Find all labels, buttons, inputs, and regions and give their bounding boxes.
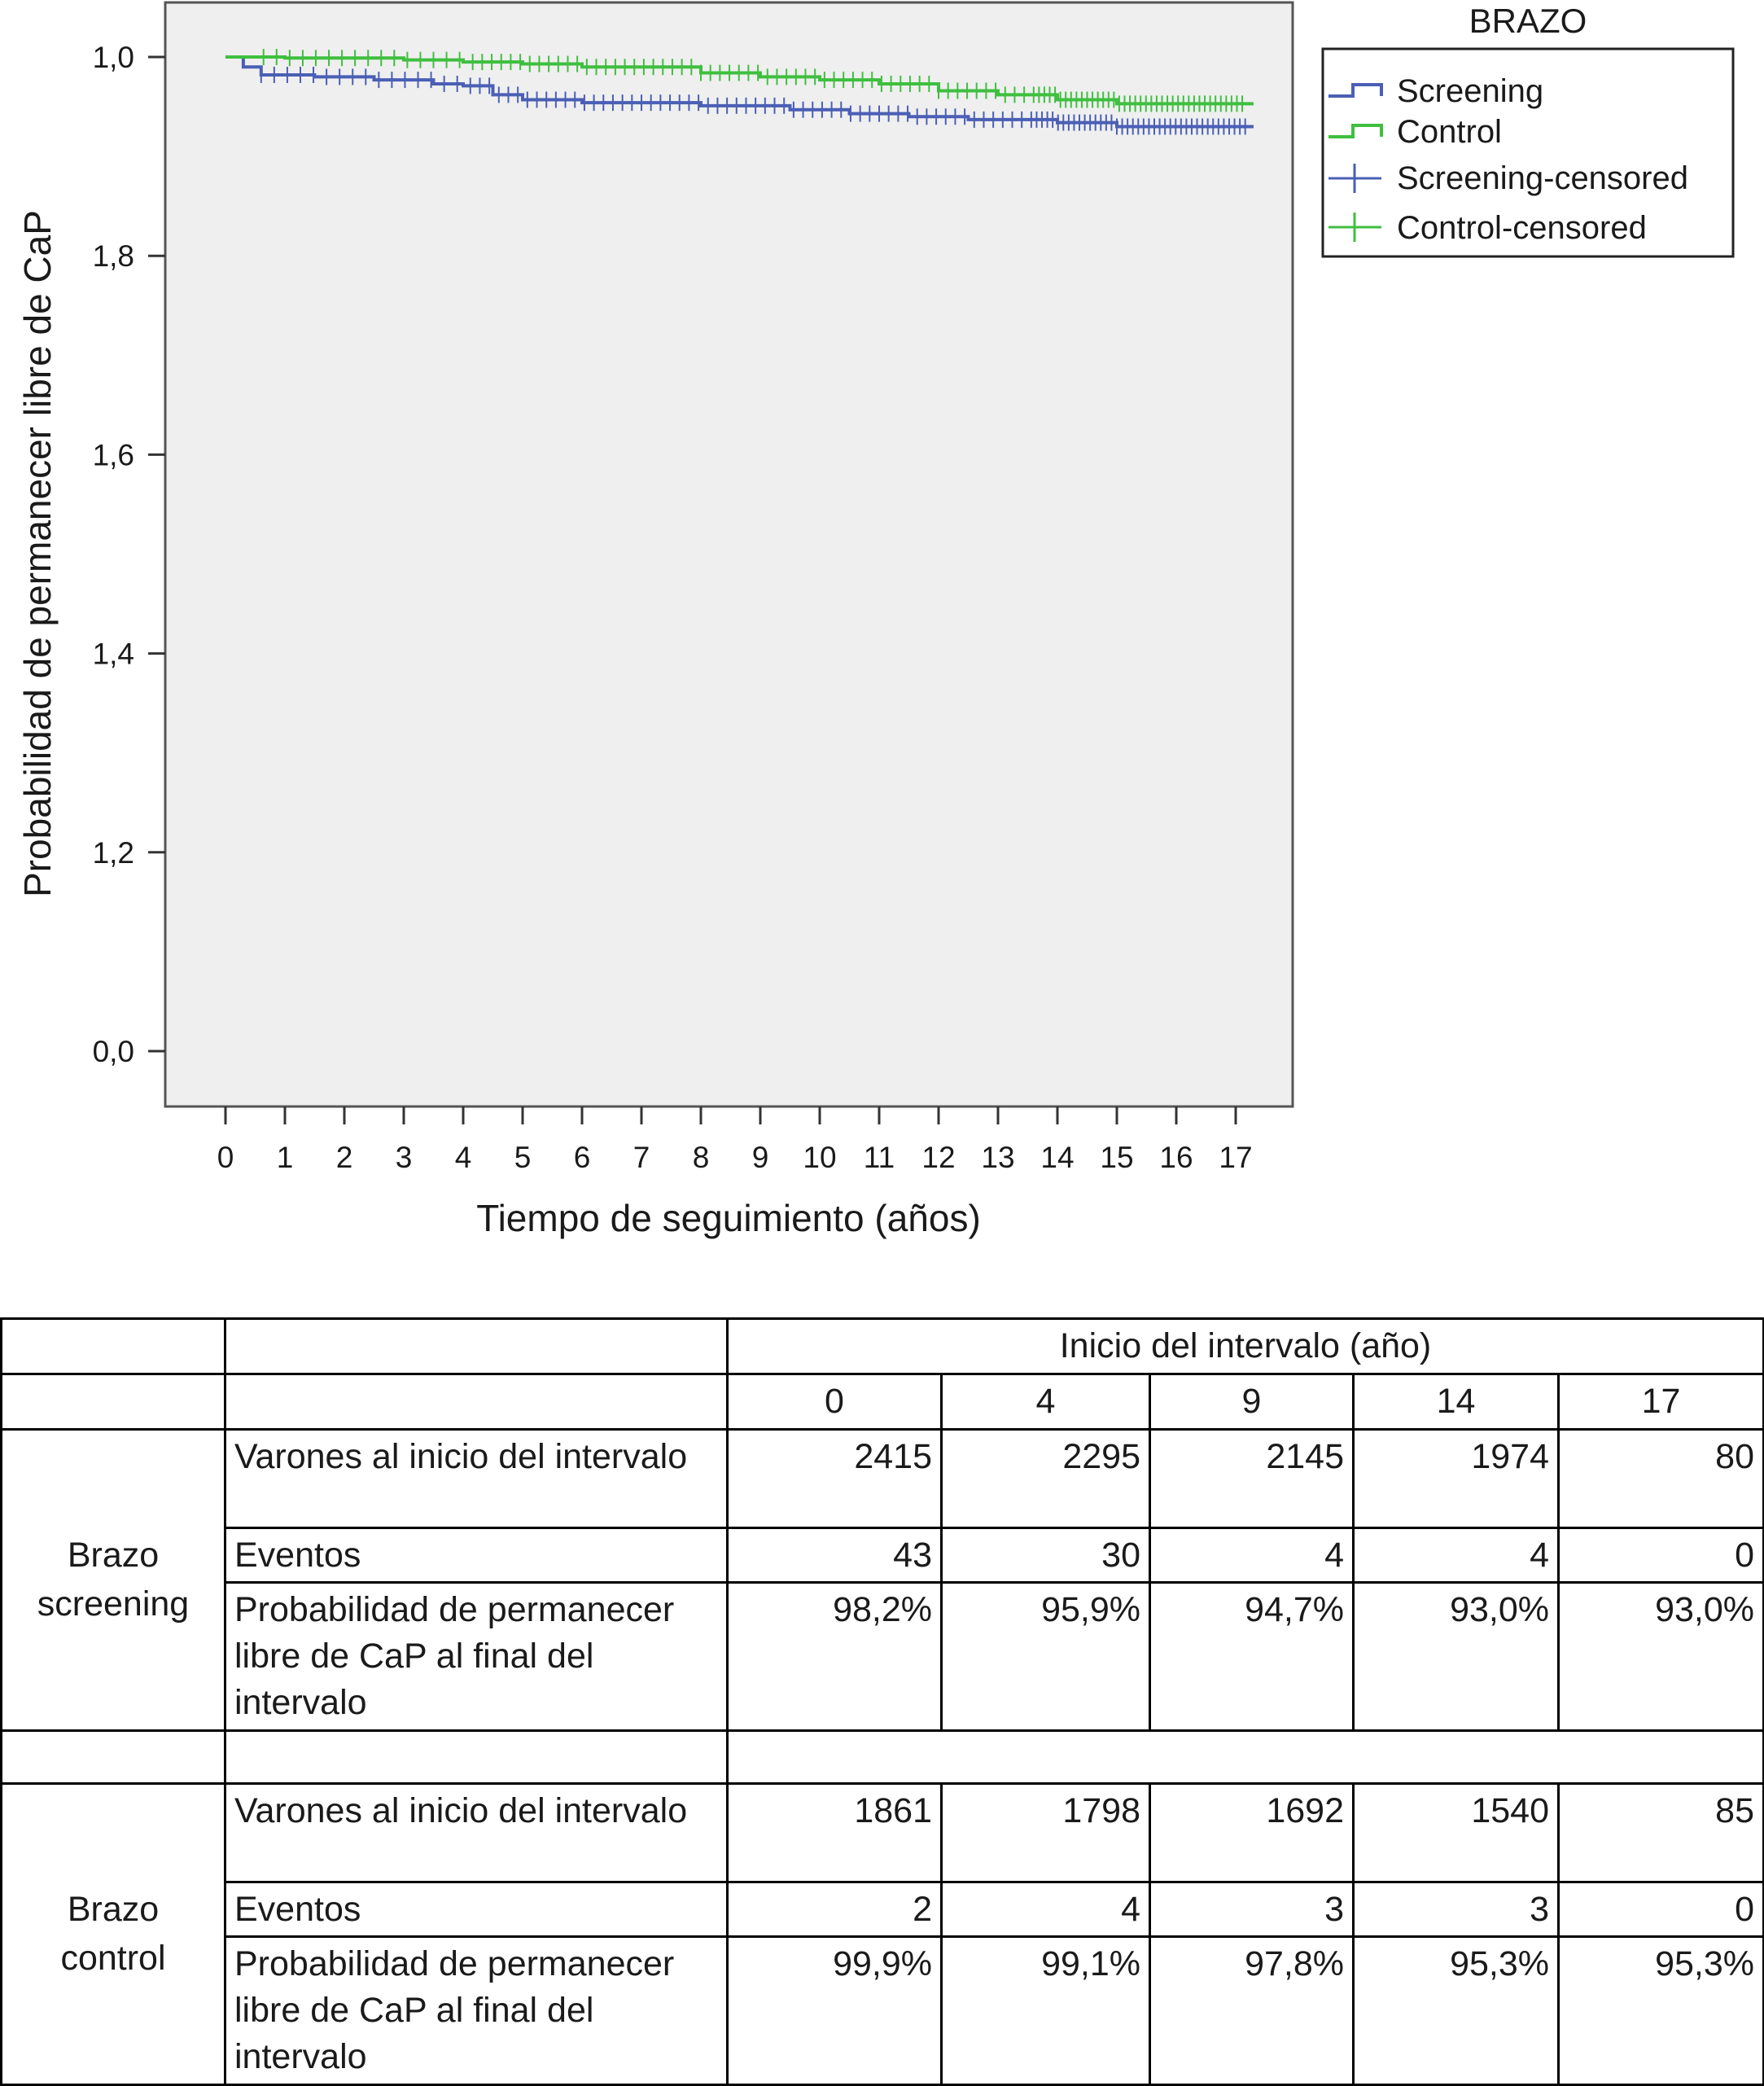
plot-area	[165, 2, 1293, 1107]
row-label: Eventos	[225, 1882, 728, 1937]
survival-table	[0, 1317, 1764, 2086]
y-tick-label: 1,4	[92, 637, 134, 671]
legend-screening-label: Screening	[1397, 73, 1544, 109]
table-header-row	[2, 1319, 1764, 1374]
table-cell: 0	[1559, 1882, 1764, 1937]
x-tick-label: 5	[514, 1141, 532, 1174]
table-cell: 1540	[1354, 1783, 1559, 1882]
table-row	[2, 1429, 1764, 1527]
year-header: 0	[728, 1374, 942, 1429]
x-axis-title: Tiempo de seguimiento (años)	[476, 1197, 981, 1239]
table-cell: 3	[1150, 1882, 1354, 1937]
table-cell: 1798	[942, 1783, 1150, 1882]
x-tick-label: 16	[1159, 1141, 1193, 1174]
table-cell: 99,9%	[728, 1937, 942, 2084]
table-cell: 95,3%	[1354, 1937, 1559, 2084]
legend-control-censored-label: Control-censored	[1397, 210, 1647, 246]
year-header: 4	[942, 1374, 1150, 1429]
table-cell: 4	[1150, 1527, 1354, 1583]
table-cell: 1692	[1150, 1783, 1354, 1882]
table-row	[2, 1583, 1764, 1730]
table-cell: 95,9%	[942, 1583, 1150, 1730]
x-tick-label: 17	[1219, 1141, 1253, 1174]
x-tick-label: 0	[217, 1141, 234, 1174]
row-label: Varones al inicio del intervalo	[225, 1429, 728, 1527]
x-tick-label: 8	[692, 1141, 710, 1174]
x-tick-label: 7	[633, 1141, 650, 1174]
row-label: Probabilidad de permanecer libre de CaP al final del intervalo	[225, 1583, 728, 1730]
table-cell: 1861	[728, 1783, 942, 1882]
group-label-control: Brazo control	[2, 1783, 225, 2084]
y-tick-label: 1,6	[92, 438, 134, 472]
x-tick-label: 4	[454, 1141, 472, 1174]
table-row	[2, 1937, 1764, 2084]
table-cell: 94,7%	[1150, 1583, 1354, 1730]
table-cell: 98,2%	[728, 1583, 942, 1730]
table-years-row	[2, 1374, 1764, 1429]
table-cell: 4	[942, 1882, 1150, 1937]
x-tick-label: 15	[1100, 1141, 1134, 1174]
x-tick-label: 13	[981, 1141, 1015, 1174]
x-tick-label: 12	[921, 1141, 956, 1174]
year-header: 14	[1354, 1374, 1559, 1429]
row-label: Eventos	[225, 1527, 728, 1583]
y-axis-title: Probabilidad de permanecer libre de CaP	[16, 210, 59, 897]
x-tick-label: 14	[1040, 1141, 1075, 1174]
table-cell: 95,3%	[1559, 1937, 1764, 2084]
table-cell: 97,8%	[1150, 1937, 1354, 2084]
table-cell: 80	[1559, 1429, 1764, 1527]
table-spacer-row	[2, 1730, 1764, 1783]
x-tick-label: 2	[335, 1141, 353, 1174]
table-cell: 85	[1559, 1783, 1764, 1882]
table-row	[2, 1882, 1764, 1937]
row-label: Probabilidad de permanecer libre de CaP al final del intervalo	[225, 1937, 728, 2084]
table-cell: 99,1%	[942, 1937, 1150, 2084]
y-axis	[93, 41, 165, 1068]
table-cell: 1974	[1354, 1429, 1559, 1527]
table-cell: 93,0%	[1354, 1583, 1559, 1730]
legend-title: BRAZO	[1469, 2, 1587, 40]
y-tick-label: 0,0	[92, 1035, 134, 1068]
table-cell: 30	[942, 1527, 1150, 1583]
x-tick-label: 1	[276, 1141, 294, 1174]
legend-screening-censored-label: Screening-censored	[1397, 160, 1688, 196]
table-cell: 3	[1354, 1882, 1559, 1937]
x-tick-label: 9	[751, 1141, 769, 1174]
table-cell: 2415	[728, 1429, 942, 1527]
table-row	[2, 1783, 1764, 1882]
legend-control-label: Control	[1397, 114, 1502, 150]
x-tick-label: 11	[863, 1141, 895, 1174]
year-header: 9	[1150, 1374, 1354, 1429]
row-label: Varones al inicio del intervalo	[225, 1783, 728, 1882]
table-cell: 43	[728, 1527, 942, 1583]
table-cell: 4	[1354, 1527, 1559, 1583]
table-cell: 2	[728, 1882, 942, 1937]
x-tick-label: 3	[395, 1141, 413, 1174]
x-axis	[217, 1107, 1253, 1174]
legend	[1323, 2, 1733, 256]
y-tick-label: 1,0	[92, 41, 134, 74]
group-label-screening: Brazo screening	[2, 1429, 225, 1730]
interval-header: Inicio del intervalo (año)	[728, 1319, 1764, 1374]
table-cell: 2295	[942, 1429, 1150, 1527]
table-row	[2, 1527, 1764, 1583]
table-cell: 0	[1559, 1527, 1764, 1583]
table-cell: 93,0%	[1559, 1583, 1764, 1730]
table-cell: 2145	[1150, 1429, 1354, 1527]
y-tick-label: 1,2	[92, 835, 134, 870]
x-tick-label: 6	[573, 1141, 591, 1174]
x-tick-label: 10	[803, 1141, 837, 1174]
y-tick-label: 1,8	[92, 239, 134, 274]
year-header: 17	[1559, 1374, 1764, 1429]
